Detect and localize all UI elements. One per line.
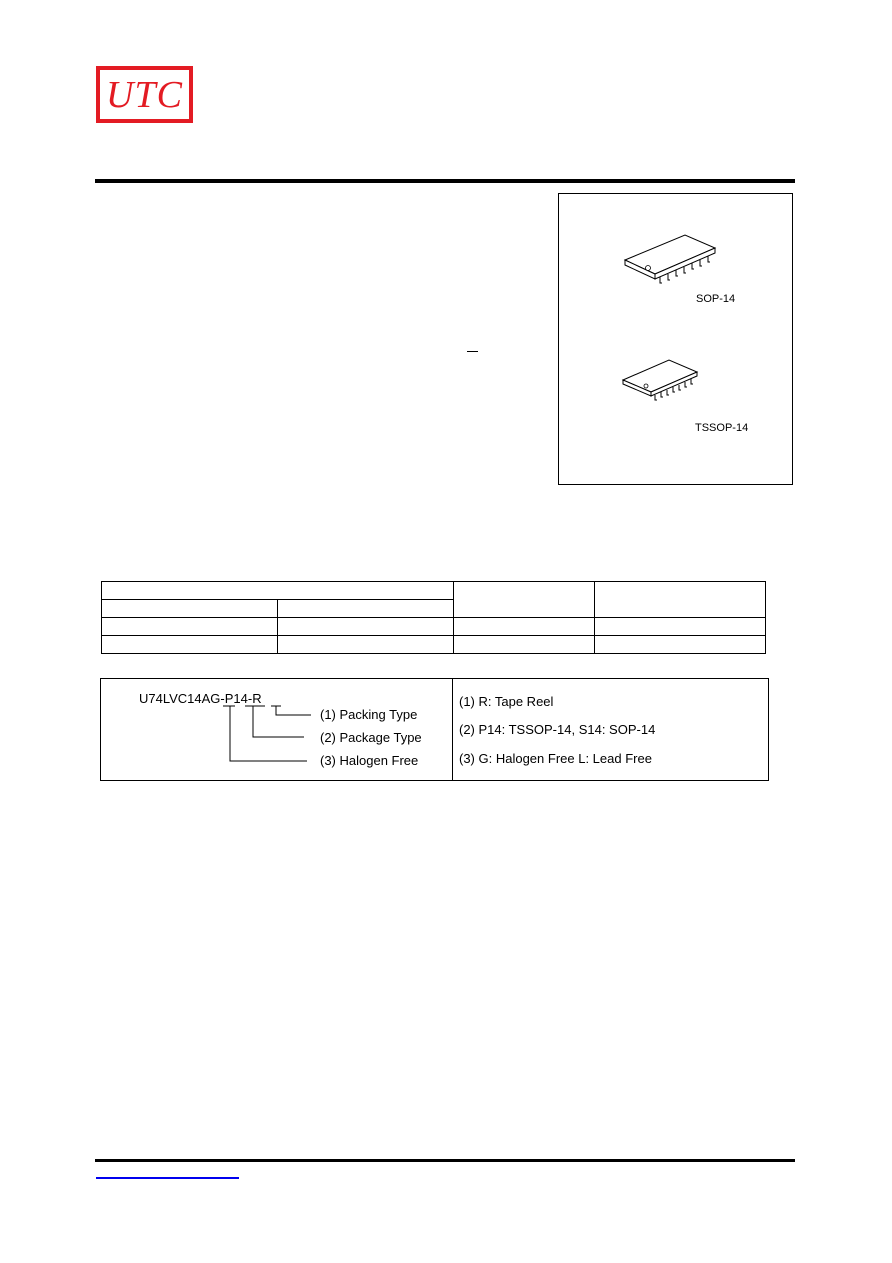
table-row [102, 636, 766, 654]
part-number: U74LVC14AG-P14-R [139, 691, 262, 706]
logo-text: UTC [106, 73, 183, 116]
table-cell [595, 636, 766, 654]
sop-14-label: SOP-14 [696, 293, 736, 305]
package-type-description: (2) P14: TSSOP-14, S14: SOP-14 [459, 722, 656, 737]
table-cell [102, 636, 278, 654]
table-cell [278, 600, 454, 618]
table-cell [454, 636, 595, 654]
ordering-table [101, 581, 766, 654]
code-box-divider [452, 679, 453, 780]
table-cell [102, 600, 278, 618]
table-cell [278, 618, 454, 636]
table-cell [102, 582, 454, 600]
package-box [558, 193, 793, 485]
packing-type-label: (1) Packing Type [320, 707, 418, 722]
halogen-free-description: (3) G: Halogen Free L: Lead Free [459, 751, 652, 766]
table-cell [595, 582, 766, 618]
overbar-mark [467, 351, 478, 352]
table-cell [595, 618, 766, 636]
packing-type-description: (1) R: Tape Reel [459, 694, 554, 709]
package-type-label: (2) Package Type [320, 730, 422, 745]
tssop-14-label: TSSOP-14 [695, 422, 749, 434]
footer-rule [95, 1159, 795, 1162]
sop-14-chip-icon [619, 230, 719, 286]
table-row [102, 582, 766, 600]
ordering-code-box [100, 678, 769, 781]
table-cell [454, 582, 595, 618]
tssop-14-chip-icon [619, 358, 703, 406]
table-cell [454, 618, 595, 636]
halogen-free-label: (3) Halogen Free [320, 753, 419, 768]
logo-inner [100, 70, 189, 119]
header-rule [95, 179, 795, 183]
footer-link-underline[interactable] [96, 1177, 239, 1179]
table-cell [102, 618, 278, 636]
table-row [102, 618, 766, 636]
table-cell [278, 636, 454, 654]
utc-logo [96, 66, 193, 123]
